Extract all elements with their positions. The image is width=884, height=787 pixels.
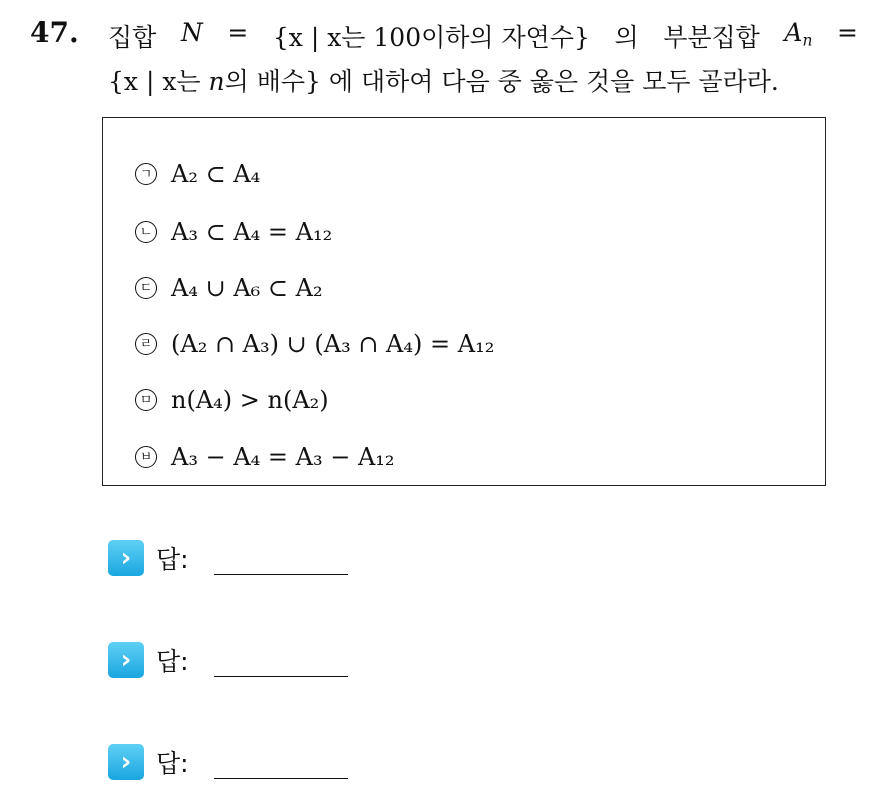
subset-an-symbol: $A_n$ bbox=[784, 18, 813, 50]
question-text: 에 대하여 다음 중 옳은 것을 모두 골라라. bbox=[320, 67, 779, 96]
set-n-symbol: N bbox=[180, 18, 203, 47]
chevron-right-icon: › bbox=[108, 744, 144, 780]
choices-box bbox=[102, 117, 826, 486]
set-definition: {x | x는 bbox=[108, 67, 209, 96]
answer-label: 답: bbox=[156, 749, 189, 778]
equals-sign: = bbox=[837, 18, 858, 47]
choice-expression: (A₂ ∩ A₃) ∪ (A₃ ∩ A₄) = A₁₂ bbox=[171, 330, 495, 358]
question-number: 47. bbox=[30, 16, 79, 49]
choice-marker: ㅂ bbox=[135, 446, 157, 468]
choice-marker: ㄹ bbox=[135, 333, 157, 355]
answer-row bbox=[108, 744, 189, 780]
answer-label: 답: bbox=[156, 647, 189, 676]
answer-input-line[interactable] bbox=[214, 574, 348, 575]
n-variable: n bbox=[208, 67, 225, 96]
choice-marker: ㄱ bbox=[135, 163, 157, 185]
set-definition: {x | x는 100이하의 자연수} bbox=[272, 23, 590, 52]
answer-row bbox=[108, 642, 189, 678]
question-text: 부분집합 bbox=[663, 23, 760, 52]
choice-item bbox=[135, 330, 494, 358]
chevron-right-icon: › bbox=[108, 540, 144, 576]
choice-marker: ㄷ bbox=[135, 277, 157, 299]
choice-item bbox=[135, 218, 332, 246]
choice-item bbox=[135, 274, 323, 302]
equals-sign: = bbox=[227, 18, 249, 47]
choice-item bbox=[135, 386, 329, 414]
choice-item bbox=[135, 160, 260, 188]
question-line-1 bbox=[108, 18, 858, 54]
question-line-2 bbox=[108, 62, 779, 98]
question-text: 의 bbox=[614, 23, 639, 52]
question-text: 집합 bbox=[108, 23, 157, 52]
choice-item bbox=[135, 443, 395, 471]
choice-expression: A₄ ∪ A₆ ⊂ A₂ bbox=[171, 274, 323, 302]
choice-expression: A₂ ⊂ A₄ bbox=[171, 160, 261, 188]
chevron-right-icon: › bbox=[108, 642, 144, 678]
answer-input-line[interactable] bbox=[214, 778, 348, 779]
choice-marker: ㅁ bbox=[135, 389, 157, 411]
answer-row bbox=[108, 540, 189, 576]
choice-expression: A₃ − A₄ = A₃ − A₁₂ bbox=[171, 443, 395, 471]
set-definition: 의 배수} bbox=[224, 67, 321, 96]
answer-input-line[interactable] bbox=[214, 676, 348, 677]
answer-label: 답: bbox=[156, 545, 189, 574]
choice-expression: n(A₄) > n(A₂) bbox=[171, 386, 329, 414]
choice-expression: A₃ ⊂ A₄ = A₁₂ bbox=[171, 218, 333, 246]
choice-marker: ㄴ bbox=[135, 221, 157, 243]
